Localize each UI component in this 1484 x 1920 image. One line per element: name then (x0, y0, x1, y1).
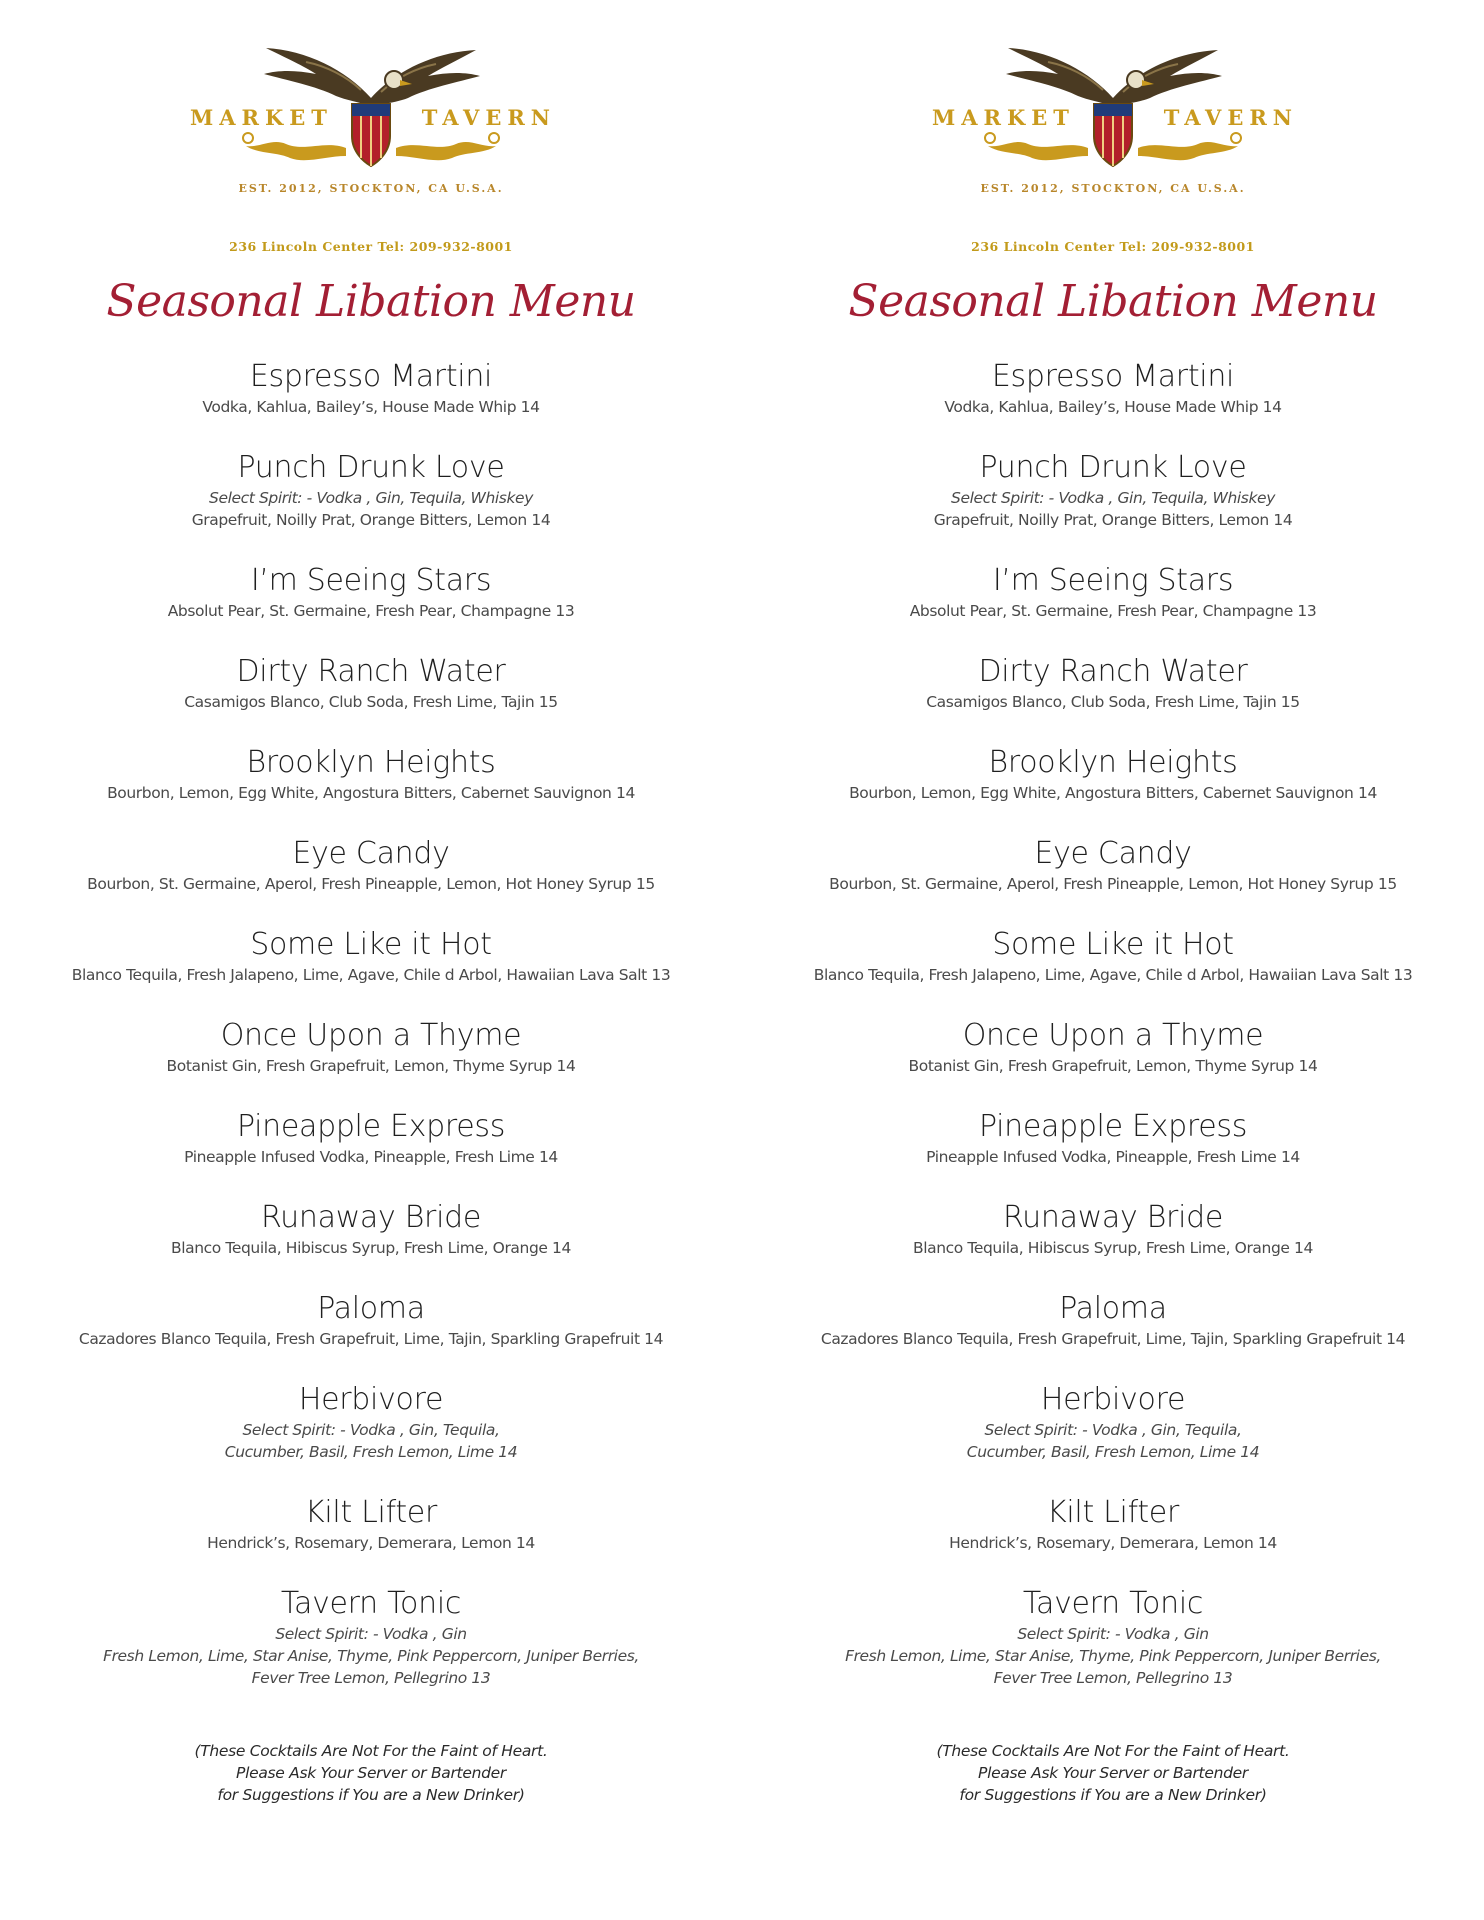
drink-item (742, 1199, 1484, 1259)
drink-description: Select Spirit: - Vodka , Gin, Tequila, (984, 1421, 1242, 1439)
drink-description: Blanco Tequila, Hibiscus Syrup, Fresh Lime, Orange 14 (171, 1239, 571, 1257)
drink-description: Bourbon, St. Germaine, Aperol, Fresh Pineapple, Lemon, Hot Honey Syrup 15 (829, 875, 1397, 893)
drink-name: Pineapple Express (978, 1109, 1248, 1144)
drink-description: Fresh Lemon, Lime, Star Anise, Thyme, Pink Peppercorn, Juniper Berries, (845, 1647, 1381, 1665)
drink-item (0, 1017, 742, 1077)
drink-description: Bourbon, Lemon, Egg White, Angostura Bitters, Cabernet Sauvignon 14 (849, 784, 1377, 802)
drink-name: Dirty Ranch Water (236, 654, 506, 689)
menu-title: Seasonal Libation Menu (848, 276, 1378, 327)
drink-item (742, 744, 1484, 804)
drink-item (742, 653, 1484, 713)
drink-item (0, 1199, 742, 1259)
drink-name: Herbivore (1040, 1382, 1186, 1417)
drink-item (742, 1108, 1484, 1168)
drink-item (0, 1290, 742, 1350)
menu-panel-right (742, 0, 1484, 1920)
drink-item (742, 926, 1484, 986)
brand-name-left: MARKET (190, 105, 333, 130)
drink-item (742, 1585, 1484, 1689)
drink-description: Blanco Tequila, Hibiscus Syrup, Fresh Lime, Orange 14 (913, 1239, 1313, 1257)
drink-item (0, 1381, 742, 1463)
drink-description: Blanco Tequila, Fresh Jalapeno, Lime, Agave, Chile d Arbol, Hawaiian Lava Salt 13 (813, 966, 1413, 984)
drink-item (742, 358, 1484, 418)
drink-name: Herbivore (298, 1382, 444, 1417)
disclaimer-line: (These Cocktails Are Not For the Faint of Heart. (194, 1742, 548, 1760)
drink-description: Pineapple Infused Vodka, Pineapple, Fresh Lime 14 (184, 1148, 558, 1166)
drink-item (742, 835, 1484, 895)
disclaimer-line: for Suggestions if You are a New Drinker) (959, 1786, 1267, 1804)
drink-description: Blanco Tequila, Fresh Jalapeno, Lime, Agave, Chile d Arbol, Hawaiian Lava Salt 13 (71, 966, 671, 984)
drink-name: Eye Candy (292, 836, 450, 871)
drink-name: Dirty Ranch Water (978, 654, 1248, 689)
drink-name: Once Upon a Thyme (962, 1018, 1264, 1053)
market-tavern-logo (186, 40, 556, 200)
drink-description: Botanist Gin, Fresh Grapefruit, Lemon, Thyme Syrup 14 (908, 1057, 1318, 1075)
drink-item (0, 653, 742, 713)
drink-description: Absolut Pear, St. Germaine, Fresh Pear, Champagne 13 (909, 602, 1317, 620)
drink-description: Hendrick’s, Rosemary, Demerara, Lemon 14 (949, 1534, 1277, 1552)
drink-item (742, 1494, 1484, 1554)
drink-item (0, 562, 742, 622)
drink-description: Cucumber, Basil, Fresh Lemon, Lime 14 (966, 1443, 1260, 1461)
drink-name: Pineapple Express (236, 1109, 506, 1144)
drink-item (742, 1290, 1484, 1350)
drink-description: Grapefruit, Noilly Prat, Orange Bitters, Lemon 14 (933, 511, 1293, 529)
drink-description: Casamigos Blanco, Club Soda, Fresh Lime, Tajin 15 (184, 693, 558, 711)
drink-name: Paloma (1059, 1291, 1167, 1326)
drink-item (0, 1585, 742, 1689)
brand-name-right: TAVERN (421, 105, 556, 130)
drink-name: Runaway Bride (260, 1200, 482, 1235)
drink-description: Select Spirit: - Vodka , Gin, Tequila, Whiskey (209, 489, 533, 507)
address-phone: 236 Lincoln Center Tel: 209-932-8001 (971, 239, 1255, 254)
drink-description: Pineapple Infused Vodka, Pineapple, Fresh Lime 14 (926, 1148, 1300, 1166)
address-phone: 236 Lincoln Center Tel: 209-932-8001 (229, 239, 513, 254)
drink-description: Vodka, Kahlua, Bailey’s, House Made Whip 14 (944, 398, 1282, 416)
drink-item (0, 835, 742, 895)
drink-description: Select Spirit: - Vodka , Gin (1017, 1625, 1209, 1643)
drink-name: Brooklyn Heights (988, 745, 1238, 780)
drink-name: I’m Seeing Stars (992, 563, 1234, 598)
drink-item (0, 449, 742, 531)
drink-description: Fresh Lemon, Lime, Star Anise, Thyme, Pink Peppercorn, Juniper Berries, (103, 1647, 639, 1665)
drink-description: Fever Tree Lemon, Pellegrino 13 (251, 1669, 491, 1687)
drink-item (742, 1017, 1484, 1077)
drink-name: Kilt Lifter (1047, 1495, 1179, 1530)
drink-name: Espresso Martini (991, 359, 1235, 394)
drink-description: Absolut Pear, St. Germaine, Fresh Pear, Champagne 13 (167, 602, 575, 620)
drink-description: Botanist Gin, Fresh Grapefruit, Lemon, Thyme Syrup 14 (166, 1057, 576, 1075)
drink-item (0, 1494, 742, 1554)
drink-name: Brooklyn Heights (246, 745, 496, 780)
drink-description: Bourbon, St. Germaine, Aperol, Fresh Pineapple, Lemon, Hot Honey Syrup 15 (87, 875, 655, 893)
establishment-line: EST. 2012, STOCKTON, CA U.S.A. (980, 182, 1246, 195)
drink-description: Casamigos Blanco, Club Soda, Fresh Lime, Tajin 15 (926, 693, 1300, 711)
drink-name: I’m Seeing Stars (250, 563, 492, 598)
drink-description: Bourbon, Lemon, Egg White, Angostura Bitters, Cabernet Sauvignon 14 (107, 784, 635, 802)
drink-description: Cucumber, Basil, Fresh Lemon, Lime 14 (224, 1443, 518, 1461)
brand-name-right: TAVERN (1163, 105, 1298, 130)
disclaimer-line: Please Ask Your Server or Bartender (236, 1764, 506, 1782)
establishment-line: EST. 2012, STOCKTON, CA U.S.A. (238, 182, 504, 195)
drink-name: Some Like it Hot (250, 927, 492, 962)
drink-name: Espresso Martini (249, 359, 493, 394)
disclaimer-line: Please Ask Your Server or Bartender (978, 1764, 1248, 1782)
drink-item (0, 1108, 742, 1168)
drink-name: Tavern Tonic (1022, 1586, 1204, 1621)
drink-name: Once Upon a Thyme (220, 1018, 522, 1053)
disclaimer-line: (These Cocktails Are Not For the Faint of Heart. (936, 1742, 1290, 1760)
drink-description: Grapefruit, Noilly Prat, Orange Bitters, Lemon 14 (191, 511, 551, 529)
drink-name: Tavern Tonic (280, 1586, 462, 1621)
drink-item (0, 744, 742, 804)
drink-description: Vodka, Kahlua, Bailey’s, House Made Whip 14 (202, 398, 540, 416)
disclaimer (0, 1740, 742, 1806)
drink-description: Select Spirit: - Vodka , Gin (275, 1625, 467, 1643)
drink-item (0, 926, 742, 986)
menu-title: Seasonal Libation Menu (106, 276, 636, 327)
drink-description: Cazadores Blanco Tequila, Fresh Grapefruit, Lime, Tajin, Sparkling Grapefruit 14 (78, 1330, 664, 1348)
drink-name: Punch Drunk Love (979, 450, 1247, 485)
drink-item (742, 449, 1484, 531)
brand-name-left: MARKET (932, 105, 1075, 130)
market-tavern-logo (928, 40, 1298, 200)
drink-item (742, 1381, 1484, 1463)
disclaimer-line: for Suggestions if You are a New Drinker) (217, 1786, 525, 1804)
drink-description: Select Spirit: - Vodka , Gin, Tequila, Whiskey (951, 489, 1275, 507)
drink-name: Runaway Bride (1002, 1200, 1224, 1235)
drink-name: Some Like it Hot (992, 927, 1234, 962)
drink-description: Hendrick’s, Rosemary, Demerara, Lemon 14 (207, 1534, 535, 1552)
drink-description: Fever Tree Lemon, Pellegrino 13 (993, 1669, 1233, 1687)
drink-item (0, 358, 742, 418)
drink-name: Punch Drunk Love (237, 450, 505, 485)
drink-name: Eye Candy (1034, 836, 1192, 871)
disclaimer (742, 1740, 1484, 1806)
drink-item (742, 562, 1484, 622)
drink-description: Cazadores Blanco Tequila, Fresh Grapefruit, Lime, Tajin, Sparkling Grapefruit 14 (820, 1330, 1406, 1348)
drink-name: Paloma (317, 1291, 425, 1326)
drink-name: Kilt Lifter (305, 1495, 437, 1530)
drink-description: Select Spirit: - Vodka , Gin, Tequila, (242, 1421, 500, 1439)
